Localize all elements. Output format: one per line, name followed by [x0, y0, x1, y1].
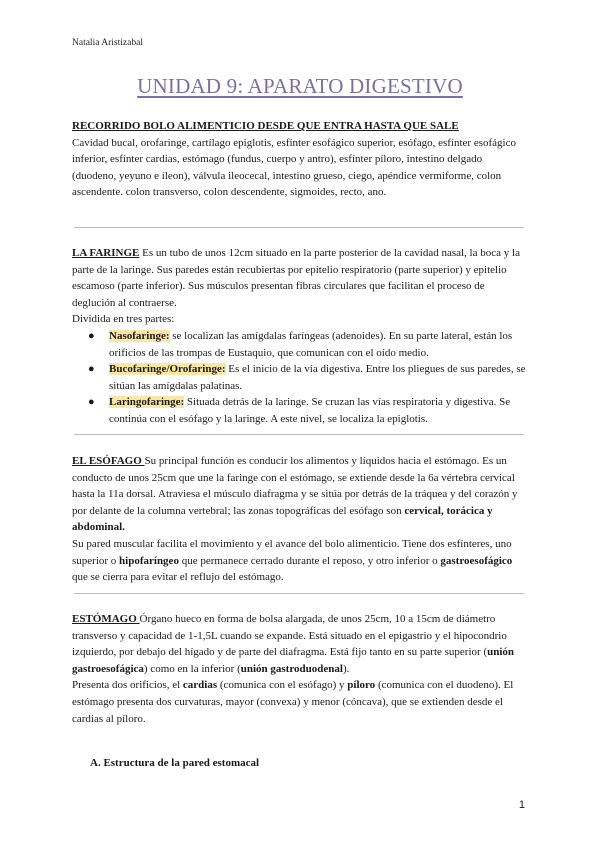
estomago-text-1e: ). [342, 662, 350, 675]
recorrido-heading: RECORRIDO BOLO ALIMENTICIO DESDE QUE ENTRA HASTA QUE SALE [72, 120, 459, 132]
esofago-gastroesofagico: gastroesofágico [440, 554, 513, 567]
bullet-icon: ● [88, 329, 95, 342]
estomago-text-1c: ) como en la inferior ( [143, 662, 241, 675]
faringe-parts-list [72, 328, 528, 428]
estomago-text-2c: (comunica con el esófago) y [217, 679, 348, 692]
estomago-union-gastroesofagica: unión gastroesofágica [72, 646, 515, 675]
faringe-section [72, 245, 528, 428]
estomago-text-2a: Presenta dos orificios, el [72, 679, 183, 692]
divider-3 [74, 593, 524, 594]
esofago-heading: EL ESÓFAGO [72, 455, 145, 467]
term-bucofaringe: Bucofaringe/Orofaringe: [109, 363, 226, 376]
esofago-section [72, 453, 528, 586]
faringe-divided-label: Dividida en tres partes: [72, 313, 175, 326]
divider-1 [74, 227, 524, 228]
faringe-text: Es un tubo de unos 12cm situado en la parte posterior de la cavidad nasal, la boca y la parte de la laringe. Sus paredes están recubiertas por epitelio respiratorio (parte superior) y epitelio escamoso (parte inferior). Sus músculos presentan fibras circulares que facilitan el proceso de deglución al contraerse. [72, 247, 520, 309]
bullet-icon: ● [88, 396, 95, 409]
estomago-heading: ESTÓMAGO [72, 613, 140, 625]
divider-2 [74, 434, 524, 435]
esofago-text-2e: que se cierra para evitar el reflujo del estómago. [72, 571, 284, 584]
page-number: 1 [518, 799, 525, 811]
recorrido-section [72, 118, 528, 201]
esofago-text-2a: Su pared muscular facilita el movimiento y el avance del bolo alimenticio. Tiene dos esfínteres, uno superior o [72, 537, 512, 567]
desc-laringofaringe: Situada detrás de la laringe. Se cruzan las vías respiratoria y digestiva. Se continúa con el esófago y la laringe. A este nivel, se localiza la epiglotis. [109, 396, 511, 425]
estomago-union-gastroduodenal: unión gastroduodenal [240, 662, 343, 675]
term-laringofaringe: Laringofaringe: [109, 396, 185, 409]
estomago-section [72, 611, 528, 727]
estomago-text-1a: Órgano hueco en forma de bolsa alargada, de unos 25cm, 10 a 15cm de diámetro transverso y capacidad de 1-1,5L cuando se expande. Está situado en el epigastrio y el hipocondrio izquierdo, por debajo del hígado y de parte del diafragma. Está fijo tanto en su parte superior ( [72, 613, 507, 659]
bullet-icon: ● [88, 363, 95, 376]
list-item-nasofaringe [88, 328, 528, 361]
term-nasofaringe: Nasofaringe: [109, 329, 170, 342]
estomago-cardias: cardias [182, 679, 218, 692]
esofago-text-1a: Su principal función es conducir los alimentos y líquidos hacia el estómago. Es un conducto de unos 25cm que une la faringe con el estómago, se extiende desde la 6a vértebra cervical hasta la 11a dorsal. Atraviesa el músculo diafragma y se sitúa por detrás de la tráquea y del corazón y por delante de la columna vertebral; las zonas topográficas del esófago son [72, 455, 518, 517]
author-name: Natalia Aristizabal [72, 38, 143, 48]
esofago-hipofaringeo: hipofaríngeo [119, 554, 179, 567]
desc-nasofaringe: se localizan las amígdalas faríngeas (adenoides). En su parte lateral, están los orificios de las trompas de Eustaquio, que comunican con el oído medio. [109, 329, 513, 359]
esofago-zones: cervical, torácica y abdominal. [72, 504, 493, 534]
faringe-heading: LA FARINGE [72, 247, 140, 259]
esofago-text-2c: que permanece cerrado durante el reposo, y otro inferior o [178, 554, 441, 567]
estomago-text-2e: (comunica con el duodeno). El estómago presenta dos curvaturas, mayor (convexa) y menor (cóncava), que se extienden desde el cardias al píloro. [72, 679, 514, 725]
estomago-piloro: píloro [347, 679, 376, 692]
page-title: UNIDAD 9: APARATO DIGESTIVO [137, 74, 463, 98]
list-item-laringofaringe [88, 394, 528, 427]
desc-bucofaringe: Es el inicio de la vía digestiva. Entre los pliegues de sus paredes, se sitúan las amígdalas palatinas. [109, 363, 526, 392]
recorrido-text: Cavidad bucal, orofaringe, cartílago epiglotis, esfínter esofágico superior, esófago, esfínter esofágico inferior, esfínter cardias, estómago (fundus, cuerpo y antro), esfínter píloro, intestino delgado (duodeno, yeyuno e íleon), válvula ileocecal, intestino grueso, ciego, apéndice vermiforme, colon ascendente. colon transverso, colon descendente, sigmoides, recto, ano. [72, 136, 516, 199]
list-item-bucofaringe [88, 361, 528, 394]
subsection-heading: A. Estructura de la pared estomacal [90, 757, 260, 769]
